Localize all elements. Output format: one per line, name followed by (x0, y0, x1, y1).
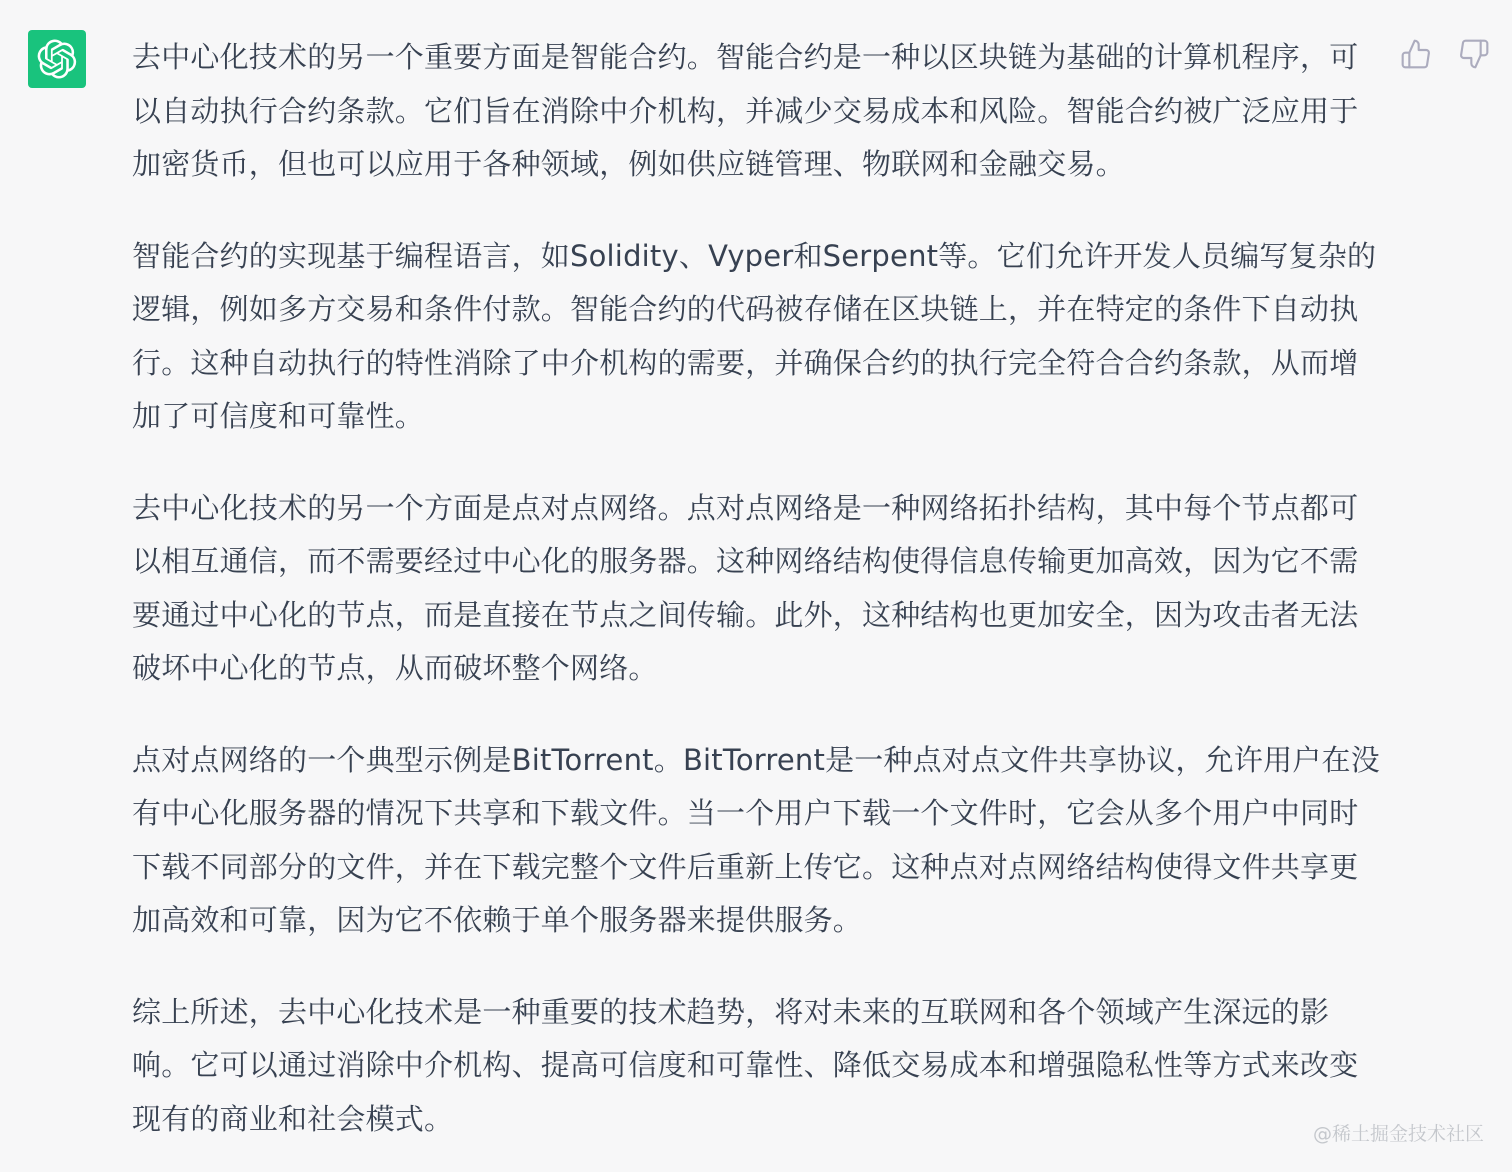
assistant-avatar (28, 30, 86, 88)
openai-logo-icon (37, 39, 77, 79)
feedback-buttons (1398, 36, 1492, 72)
message-paragraph: 综上所述，去中心化技术是一种重要的技术趋势，将对未来的互联网和各个领域产生深远的影响。它可以通过消除中介机构、提高可信度和可靠性、降低交易成本和增强隐私性等方式来改变现有的商业和社会模式。 (132, 994, 1359, 1136)
thumbs-up-icon (1400, 38, 1432, 70)
message-paragraph: 点对点网络的一个典型示例是BitTorrent。BitTorrent是一种点对点文件共享协议，允许用户在没有中心化服务器的情况下共享和下载文件。当一个用户下载一个文件时，它会从多个用户中同时下载不同部分的文件，并在下载完整个文件后重新上传它。这种点对点网络结构使得文件共享更加高效和可靠，因为它不依赖于单个服务器来提供服务。 (132, 742, 1380, 937)
message-paragraph: 去中心化技术的另一个方面是点对点网络。点对点网络是一种网络拓扑结构，其中每个节点都可以相互通信，而不需要经过中心化的服务器。这种网络结构使得信息传输更加高效，因为它不需要通过中心化的节点，而是直接在节点之间传输。此外，这种结构也更加安全，因为攻击者无法破坏中心化的节点，从而破坏整个网络。 (132, 490, 1359, 685)
watermark: @稀土掘金技术社区 (1312, 1123, 1484, 1145)
dislike-button[interactable] (1456, 36, 1492, 72)
message-paragraph: 智能合约的实现基于编程语言，如Solidity、Vyper和Serpent等。它们允许开发人员编写复杂的逻辑，例如多方交易和条件付款。智能合约的代码被存储在区块链上，并在特定的条件下自动执行。这种自动执行的特性消除了中介机构的需要，并确保合约的执行完全符合合约条款，从而增加了可信度和可靠性。 (132, 238, 1377, 433)
like-button[interactable] (1398, 36, 1434, 72)
assistant-message (132, 31, 1382, 1146)
thumbs-down-icon (1458, 38, 1490, 70)
message-paragraph: 去中心化技术的另一个重要方面是智能合约。智能合约是一种以区块链为基础的计算机程序，可以自动执行合约条款。它们旨在消除中介机构，并减少交易成本和风险。智能合约被广泛应用于加密货币，但也可以应用于各种领域，例如供应链管理、物联网和金融交易。 (132, 40, 1359, 181)
